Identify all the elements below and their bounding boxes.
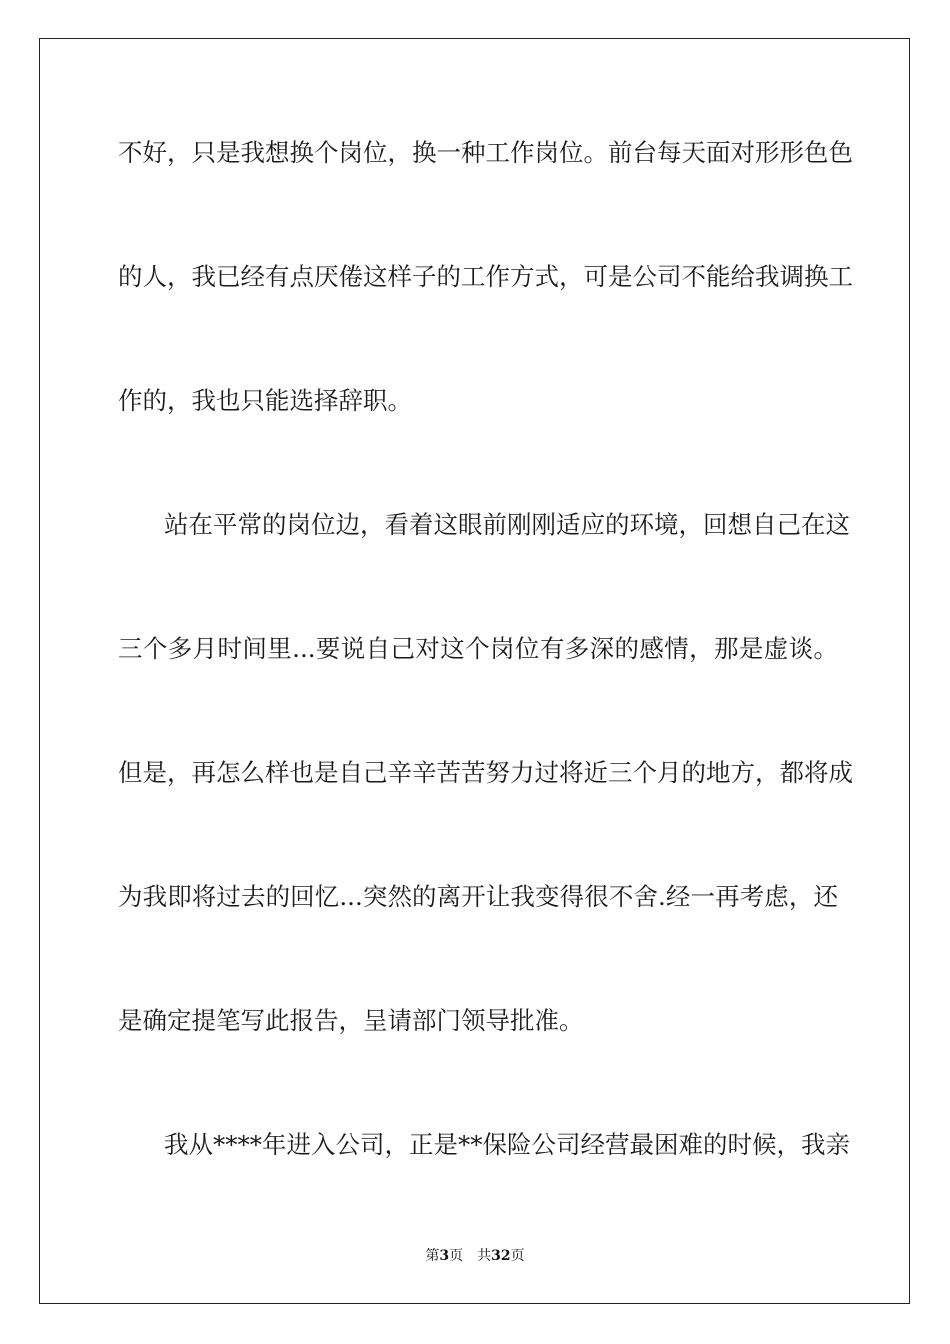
text-line-4: 站在平常的岗位边，看着这眼前刚刚适应的环境，回想自己在这 bbox=[164, 510, 850, 539]
text-line-1: 不好，只是我想换个岗位，换一种工作岗位。前台每天面对形形色色 bbox=[118, 138, 853, 167]
text-line-6: 但是，再怎么样也是自己辛辛苦苦努力过将近三个月的地方，都将成 bbox=[118, 758, 853, 787]
total-prefix: 共 bbox=[477, 1248, 492, 1264]
page-prefix: 第 bbox=[425, 1248, 440, 1264]
page-border bbox=[39, 38, 910, 1304]
text-line-5: 三个多月时间里...要说自己对这个岗位有多深的感情，那是虚谈。 bbox=[118, 634, 838, 663]
text-line-9: 我从****年进入公司，正是**保险公司经营最困难的时候，我亲 bbox=[164, 1130, 850, 1159]
text-line-2: 的人，我已经有点厌倦这样子的工作方式，可是公司不能给我调换工 bbox=[118, 262, 853, 291]
text-line-7: 为我即将过去的回忆...突然的离开让我变得很不舍.经一再考虑，还 bbox=[118, 882, 838, 911]
text-line-8: 是确定提笔写此报告，呈请部门领导批准。 bbox=[118, 1006, 584, 1035]
page-suffix: 页 bbox=[449, 1248, 464, 1264]
total-pages: 32 bbox=[491, 1248, 511, 1264]
text-line-3: 作的，我也只能选择辞职。 bbox=[118, 386, 412, 415]
page-footer bbox=[0, 1245, 950, 1265]
total-suffix: 页 bbox=[510, 1248, 525, 1264]
page-number: 3 bbox=[439, 1248, 450, 1264]
